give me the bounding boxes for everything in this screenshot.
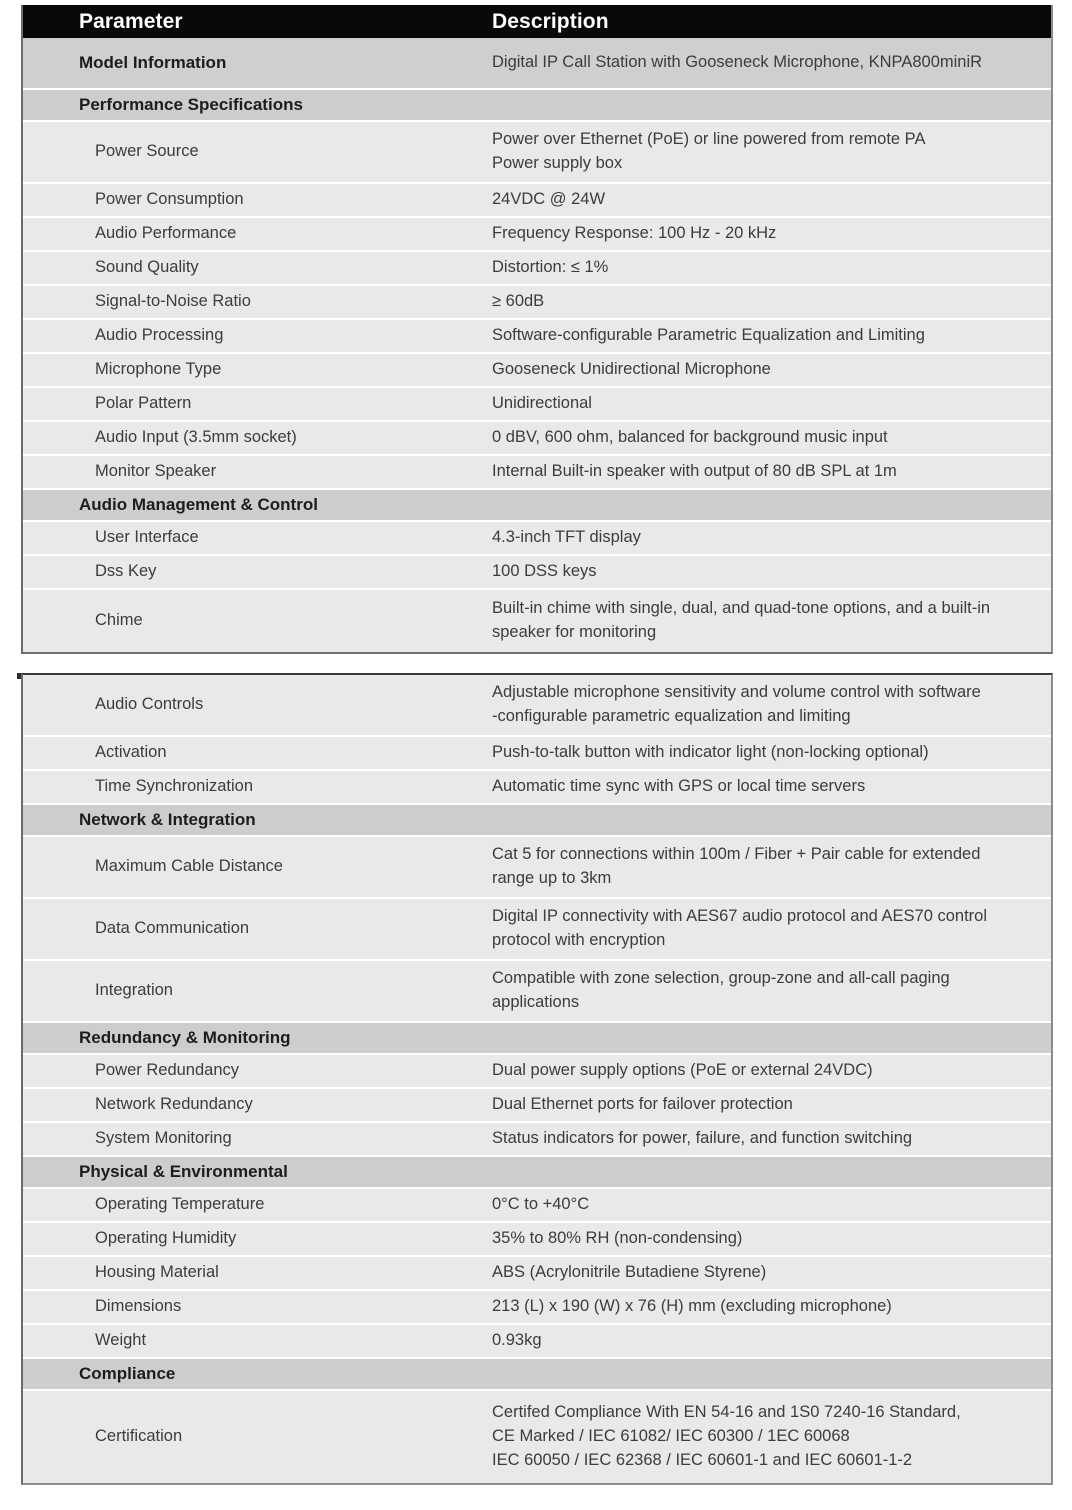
row-label: Housing Material bbox=[95, 1263, 219, 1282]
row-label: Model Information bbox=[79, 52, 227, 72]
table-row-chime bbox=[23, 590, 1051, 652]
row-value: Automatic time sync with GPS or local time servers bbox=[492, 777, 866, 796]
table-row-network-redundancy bbox=[23, 1089, 1051, 1123]
row-value-line: IEC 60050 / IEC 62368 / IEC 60601-1 and IEC 60601-1-2 bbox=[492, 1450, 913, 1469]
table-row-system-monitoring bbox=[23, 1123, 1051, 1157]
row-value-line: Certifed Compliance With EN 54-16 and 1S0 7240-16 Standard, bbox=[492, 1403, 961, 1422]
section-header-redundancy-monitoring bbox=[23, 1023, 1051, 1055]
row-value-line: range up to 3km bbox=[492, 869, 612, 887]
row-value: 24VDC @ 24W bbox=[492, 190, 606, 209]
table-row-power-redundancy bbox=[23, 1055, 1051, 1089]
row-value bbox=[492, 843, 1051, 891]
section-header-compliance bbox=[23, 1359, 1051, 1391]
section-header-audio-management-control bbox=[23, 490, 1051, 522]
row-value: 0.93kg bbox=[492, 1331, 542, 1350]
table-row-sound-quality bbox=[23, 252, 1051, 286]
row-value: Dual power supply options (PoE or external 24VDC) bbox=[492, 1061, 873, 1080]
row-label: Data Communication bbox=[95, 919, 250, 938]
row-value-line: CE Marked / IEC 61082/ IEC 60300 / 1EC 60068 bbox=[492, 1427, 850, 1446]
row-label: Maximum Cable Distance bbox=[95, 857, 283, 876]
table-row-operating-humidity bbox=[23, 1223, 1051, 1257]
row-label: Time Synchronization bbox=[95, 777, 254, 796]
row-value: 0 dBV, 600 ohm, balanced for background music input bbox=[492, 428, 888, 447]
table-row-signal-to-noise-ratio bbox=[23, 286, 1051, 320]
row-value: 35% to 80% RH (non-condensing) bbox=[492, 1229, 743, 1248]
row-value: Digital IP Call Station with Gooseneck Microphone, KNPA800miniR bbox=[492, 53, 983, 72]
row-value: Internal Built-in speaker with output of 80 dB SPL at 1m bbox=[492, 462, 897, 481]
row-label: User Interface bbox=[95, 528, 199, 547]
row-value-line: Adjustable microphone sensitivity and volume control with software bbox=[492, 683, 981, 702]
table-row-microphone-type bbox=[23, 354, 1051, 388]
table-row-integration bbox=[23, 961, 1051, 1023]
row-value: ABS (Acrylonitrile Butadiene Styrene) bbox=[492, 1263, 767, 1282]
row-label: Sound Quality bbox=[95, 258, 199, 277]
row-value bbox=[492, 597, 1051, 645]
row-value-line: speaker for monitoring bbox=[492, 623, 657, 641]
row-value: Push-to-talk button with indicator light (non-locking optional) bbox=[492, 743, 929, 762]
table-row-dimensions bbox=[23, 1291, 1051, 1325]
row-value: 213 (L) x 190 (W) x 76 (H) mm (excluding microphone) bbox=[492, 1297, 892, 1316]
row-value: ≥ 60dB bbox=[492, 292, 545, 311]
row-value-line: Power supply box bbox=[492, 154, 623, 172]
row-label: Microphone Type bbox=[95, 360, 222, 379]
table-row-user-interface bbox=[23, 522, 1051, 556]
row-label: Certification bbox=[95, 1427, 183, 1446]
row-label: Dimensions bbox=[95, 1297, 182, 1316]
spec-table-part-2 bbox=[21, 673, 1053, 1485]
section-title: Physical & Environmental bbox=[79, 1161, 288, 1181]
row-label: Audio Performance bbox=[95, 224, 237, 243]
row-label: Power Source bbox=[95, 142, 199, 161]
row-value-line: Digital IP connectivity with AES67 audio protocol and AES70 control bbox=[492, 907, 987, 926]
row-label: Dss Key bbox=[95, 562, 157, 581]
row-label: Audio Controls bbox=[95, 695, 204, 714]
row-value-line: protocol with encryption bbox=[492, 931, 666, 949]
row-value bbox=[492, 681, 1051, 729]
row-value bbox=[492, 128, 1051, 176]
row-label: Polar Pattern bbox=[95, 394, 192, 413]
table-row-audio-input bbox=[23, 422, 1051, 456]
row-value: Software-configurable Parametric Equalization and Limiting bbox=[492, 326, 925, 345]
table-row-weight bbox=[23, 1325, 1051, 1359]
row-value-line: Cat 5 for connections within 100m / Fiber + Pair cable for extended bbox=[492, 845, 981, 864]
row-label: Operating Temperature bbox=[95, 1195, 265, 1214]
table-row-data-communication bbox=[23, 899, 1051, 961]
table-row-polar-pattern bbox=[23, 388, 1051, 422]
row-value-line: Compatible with zone selection, group-zone and all-call paging bbox=[492, 969, 950, 988]
section-title: Redundancy & Monitoring bbox=[79, 1027, 291, 1047]
row-value: Dual Ethernet ports for failover protection bbox=[492, 1095, 793, 1114]
row-label: Weight bbox=[95, 1331, 147, 1350]
table-row-operating-temperature bbox=[23, 1189, 1051, 1223]
row-value: 100 DSS keys bbox=[492, 562, 597, 581]
table-row-power-consumption bbox=[23, 184, 1051, 218]
row-label: Activation bbox=[95, 743, 167, 762]
row-value bbox=[492, 967, 1051, 1015]
table-row-dss-key bbox=[23, 556, 1051, 590]
row-value: Unidirectional bbox=[492, 394, 592, 413]
column-header-description: Description bbox=[492, 9, 609, 33]
section-header-performance-specifications bbox=[23, 90, 1051, 122]
table-row-activation bbox=[23, 737, 1051, 771]
row-value-line: Built-in chime with single, dual, and quad-tone options, and a built-in bbox=[492, 599, 991, 618]
table-row-power-source bbox=[23, 122, 1051, 184]
section-title: Audio Management & Control bbox=[79, 494, 318, 514]
table-row-time-synchronization bbox=[23, 771, 1051, 805]
table-row-audio-controls bbox=[23, 675, 1051, 737]
table-row-audio-processing bbox=[23, 320, 1051, 354]
row-label: Chime bbox=[95, 611, 143, 630]
table-row-certification bbox=[23, 1391, 1051, 1483]
section-title: Compliance bbox=[79, 1363, 176, 1383]
row-value-line: -configurable parametric equalization and limiting bbox=[492, 707, 851, 725]
table-row-audio-performance bbox=[23, 218, 1051, 252]
row-label: Audio Processing bbox=[95, 326, 224, 345]
row-label: Power Consumption bbox=[95, 190, 244, 209]
row-value-line: applications bbox=[492, 993, 580, 1011]
row-value: Gooseneck Unidirectional Microphone bbox=[492, 360, 771, 379]
row-value bbox=[492, 905, 1051, 953]
spec-table-part-1 bbox=[21, 5, 1053, 654]
row-value: Frequency Response: 100 Hz - 20 kHz bbox=[492, 224, 777, 243]
row-label: Power Redundancy bbox=[95, 1061, 240, 1080]
row-value-line: Power over Ethernet (PoE) or line powered from remote PA bbox=[492, 130, 926, 149]
row-value: 0°C to +40°C bbox=[492, 1195, 590, 1214]
row-value: Distortion: ≤ 1% bbox=[492, 258, 609, 277]
section-header-physical-environmental bbox=[23, 1157, 1051, 1189]
row-value: Status indicators for power, failure, and function switching bbox=[492, 1129, 913, 1148]
table-row-maximum-cable-distance bbox=[23, 837, 1051, 899]
row-label: Network Redundancy bbox=[95, 1095, 253, 1114]
table-header-row bbox=[23, 5, 1051, 38]
row-label: Operating Humidity bbox=[95, 1229, 237, 1248]
row-value bbox=[492, 1401, 1051, 1473]
section-title: Performance Specifications bbox=[79, 94, 303, 114]
table-row-model-information bbox=[23, 38, 1051, 90]
section-title: Network & Integration bbox=[79, 809, 256, 829]
row-label: Signal-to-Noise Ratio bbox=[95, 292, 251, 311]
table-row-housing-material bbox=[23, 1257, 1051, 1291]
column-header-parameter: Parameter bbox=[79, 9, 183, 33]
row-value: 4.3-inch TFT display bbox=[492, 528, 641, 547]
row-label: Audio Input (3.5mm socket) bbox=[95, 428, 297, 447]
row-label: System Monitoring bbox=[95, 1129, 232, 1148]
row-label: Monitor Speaker bbox=[95, 462, 217, 481]
section-header-network-integration bbox=[23, 805, 1051, 837]
table-row-monitor-speaker bbox=[23, 456, 1051, 490]
row-label: Integration bbox=[95, 981, 173, 1000]
